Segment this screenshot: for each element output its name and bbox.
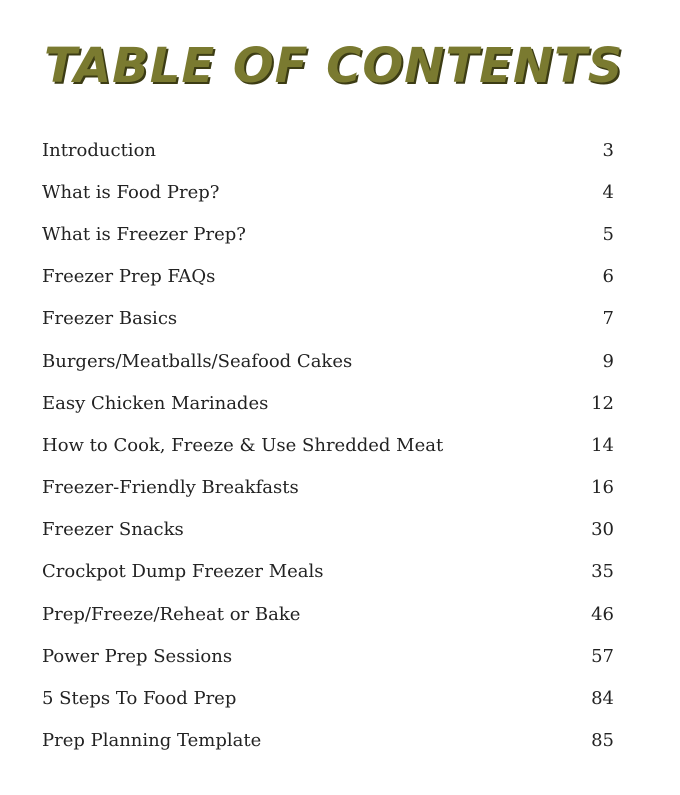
toc-entry	[42, 635, 614, 677]
toc-entry-title: Power Prep Sessions	[42, 645, 233, 667]
toc-entry-title: How to Cook, Freeze & Use Shredded Meat	[42, 434, 444, 456]
toc-entry	[42, 509, 614, 551]
page-title: TABLE OF CONTENTS	[44, 38, 624, 94]
toc-entry-title: What is Food Prep?	[42, 181, 220, 203]
toc-entry-page-number: 46	[591, 603, 614, 625]
toc-entry-page-number: 9	[602, 350, 614, 372]
toc-entry-page-number: 3	[602, 139, 614, 161]
toc-list	[42, 129, 614, 762]
toc-entry	[42, 256, 614, 298]
toc-entry-page-number: 16	[591, 477, 614, 499]
toc-entry-title: Freezer-Friendly Breakfasts	[42, 477, 299, 499]
toc-entry	[42, 424, 614, 466]
toc-entry-title: Prep/Freeze/Reheat or Bake	[42, 603, 301, 625]
toc-entry	[42, 213, 614, 255]
toc-entry-page-number: 12	[591, 392, 614, 414]
toc-entry	[42, 677, 614, 719]
toc-entry	[42, 129, 614, 171]
toc-entry	[42, 171, 614, 213]
toc-entry-page-number: 6	[602, 266, 614, 288]
toc-entry	[42, 298, 614, 340]
toc-entry-title: Freezer Basics	[42, 308, 178, 330]
toc-entry	[42, 720, 614, 762]
toc-entry-title: Burgers/Meatballs/Seafood Cakes	[42, 350, 353, 372]
toc-entry-title: Easy Chicken Marinades	[42, 392, 269, 414]
toc-entry-title: Crockpot Dump Freezer Meals	[42, 561, 324, 583]
toc-entry-title: Freezer Snacks	[42, 519, 184, 541]
toc-entry-page-number: 14	[591, 434, 614, 456]
toc-entry-page-number: 84	[591, 688, 614, 710]
toc-entry	[42, 340, 614, 382]
toc-entry-page-number: 7	[602, 308, 614, 330]
toc-entry	[42, 593, 614, 635]
toc-entry-page-number: 5	[602, 223, 614, 245]
toc-entry-title: Freezer Prep FAQs	[42, 266, 216, 288]
toc-entry	[42, 551, 614, 593]
toc-entry-page-number: 35	[591, 561, 614, 583]
toc-entry-title: Prep Planning Template	[42, 730, 262, 752]
toc-entry-title: Introduction	[42, 139, 156, 161]
toc-entry-title: What is Freezer Prep?	[42, 223, 246, 245]
toc-entry	[42, 467, 614, 509]
toc-entry-page-number: 57	[591, 645, 614, 667]
toc-entry	[42, 382, 614, 424]
toc-entry-page-number: 30	[591, 519, 614, 541]
toc-entry-title: 5 Steps To Food Prep	[42, 688, 237, 710]
toc-entry-page-number: 4	[602, 181, 614, 203]
toc-entry-page-number: 85	[591, 730, 614, 752]
